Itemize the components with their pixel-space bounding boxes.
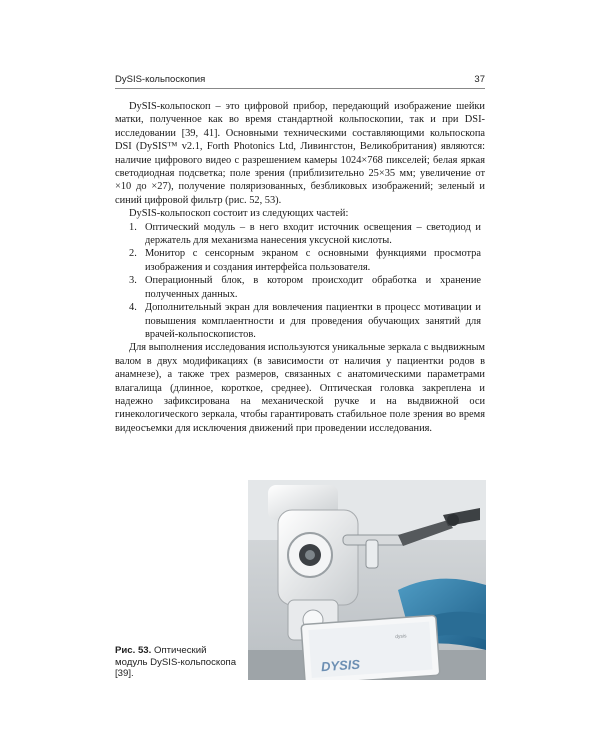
- list-item-number: 2.: [129, 248, 137, 260]
- monitor-badge: dysis: [394, 633, 407, 641]
- list-item-text: Оптический модуль – в него входит источник освещения – светодиод и держатель для механизма нанесения уксусной кислоты.: [145, 221, 481, 247]
- running-header-title: DySIS-кольпоскопия: [115, 74, 206, 85]
- header-rule: [115, 88, 485, 89]
- list-item: [115, 221, 485, 248]
- running-header: [115, 74, 485, 88]
- figure-caption-text: Оптический модуль DySIS-кольпоскопа [39].: [115, 645, 237, 680]
- list-item-text: Операционный блок, в котором происходит обработка и хранение полученных данных.: [145, 275, 481, 300]
- acid-applicator: [366, 540, 378, 568]
- optical-module-illustration: [248, 480, 486, 680]
- figure-caption-label: Рис. 53.: [115, 645, 152, 656]
- list-item-number: 3.: [129, 275, 137, 287]
- parts-list: [115, 221, 485, 342]
- list-item: [115, 247, 485, 274]
- list-item: [115, 301, 485, 341]
- body-text: [115, 100, 485, 435]
- list-item: [115, 274, 485, 301]
- paragraph-speculum: Для выполнения исследования используются уникальные зеркала с выдвижным валом в двух модификациях (в зависимости от наличия у пациентки родов в анамнезе), а также трех размеров, связанных с анатомическими параметрами влагалища (длинное, короткое, среднее). Оптическая головка закреплена и надежно зафиксирована на механической ручке и на выдвижной оси гинекологического зеркала, чтобы гарантировать стабильное поле зрения во время видеосъемки для исключения движений при проведении исследования.: [115, 342, 485, 434]
- figure-caption: [115, 645, 239, 680]
- figure-optical-module-photo: [248, 480, 486, 680]
- paragraph-parts-lead: DySIS-кольпоскоп состоит из следующих частей:: [129, 208, 349, 220]
- list-item-number: 4.: [129, 302, 137, 314]
- list-item-number: 1.: [129, 221, 137, 233]
- list-item-text: Монитор с сенсорным экраном с основными функциями просмотра изображения и создания интерфейса пользователя.: [145, 248, 481, 273]
- monitor-logo: DYSIS: [320, 656, 361, 675]
- page-number: 37: [474, 74, 485, 85]
- list-item-text: Дополнительный экран для вовлечения пациентки в процесс мотивации и повышения комплаентности и для проведения обучающих занятий для врачей-кольпоскопистов.: [145, 302, 481, 340]
- paragraph-intro: DySIS-кольпоскоп – это цифровой прибор, передающий изображение шейки матки, полученное как во время стандартной кольпоскопии, так и при DSI-исследовании [39, 41]. Основными техническими составляющими кольпоскопа DSI (DySIS™ v2.1, Forth Photonics Ltd, Ливингстон, Великобритания) являются: наличие цифрового видео с разрешением камеры 1024×768 пикселей; белая яркая светодиодная подсветка; поле зрения (приблизительно 25×35 мм; увеличение от ×10 до ×27), получение поляризованных, безбликовых изображений; зеленый и синий цифровой фильтр (рис. 52, 53).: [115, 101, 485, 206]
